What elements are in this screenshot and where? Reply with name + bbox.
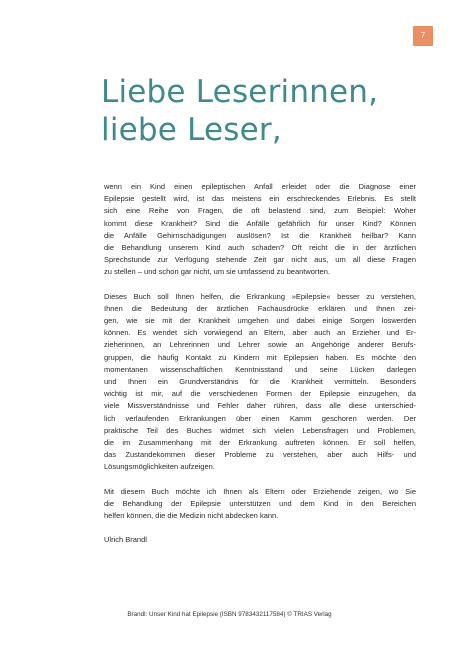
text-line: Ihnen die Bedeutung der ärztlichen Fachausdrücke erklären und Ihnen zei- (104, 303, 416, 313)
text-line: Lösungsmöglichkeiten aufzeigen. (104, 462, 215, 472)
text-line: Epilepsie gestellt wird, ist das meistens ein erschreckendes Erlebnis. Es stellt (104, 194, 416, 204)
text-line: kommt diese Krankheit? Sind die Anfälle gefährlich für unser Kind? Können (104, 218, 416, 228)
text-line: wichtig ist mir, auf die verschiedenen Formen der Epilepsie einzugehen, da (104, 389, 416, 399)
paragraph-1 (104, 181, 416, 279)
text-line: lich verlaufenden Erkrankungen über einen Kamm geschoren werden. Der (104, 413, 416, 423)
text-line: das Zustandekommen dieser Probleme zu verstehen, aber auch Hilfs- und (104, 450, 416, 460)
page-number: 7 (413, 26, 433, 46)
heading-line-1: Liebe Leserinnen, (101, 74, 379, 110)
page-heading (101, 73, 378, 149)
text-line: momentanen wissenschaftlichen Kenntnisstand und seine Lücken darlegen (104, 364, 416, 374)
body-text (104, 181, 416, 546)
author-signature: Ulrich Brandl (104, 535, 147, 545)
paragraph-3 (104, 486, 416, 523)
text-line: die Behandlung unserem Kind auch schaden? Oft reicht die in der ärztlichen (104, 243, 416, 253)
text-line: und Ihnen ein Grundverständnis für die Krankheit vermitteln. Besonders (104, 377, 416, 387)
text-line: die im Zusammenhang mit der Erkrankung auftreten können. Er soll helfen, (104, 438, 416, 448)
text-line: praktische Teil des Buches widmet sich vielen Lebensfragen und Problemen, (104, 425, 416, 435)
text-line: sich eine Reihe von Fragen, die oft belastend sind, zum Beispiel: Woher (104, 206, 416, 216)
text-line: wenn ein Kind einen epileptischen Anfall erleidet oder die Diagnose einer (104, 182, 416, 191)
text-line: viele Missverständnisse und Fehler daher rühren, dass alle diese unterschied- (104, 401, 416, 411)
text-line: zu stellen – und schon gar nicht, um sie umfassend zu beantworten. (104, 267, 330, 277)
footer-copyright: Brandl: Unser Kind hat Epilepsie (ISBN 9783432117584) © TRIAS Verlag (127, 611, 332, 618)
heading-line-2: liebe Leser, (101, 112, 282, 148)
text-line: Sprechstunde zur Verfügung stehende Zeit gar nicht aus, um all diese Fragen (104, 255, 416, 265)
text-line: die Anfälle Gehirnschädigungen auslösen? Ist die Krankheit heilbar? Kann (104, 230, 416, 240)
paragraph-2 (104, 291, 416, 474)
text-line: zieherinnen, an Lehrerinnen und Lehrer sowie an Angehörige anderer Berufs- (104, 340, 416, 350)
text-line: Dieses Buch soll Ihnen helfen, die Erkrankung »Epilepsie« besser zu verstehen, (104, 291, 416, 301)
text-line: gruppen, die häufig Kontakt zu Kindern mit Epilepsien haben. Es möchte den (104, 352, 416, 362)
text-line: gen, wie sie mit der Krankheit umgehen und dabei einige Sorgen loswerden (104, 316, 416, 326)
text-line: helfen können, die die Medizin nicht abdecken kann. (104, 511, 279, 521)
text-line: die Behandlung der Epilepsie unterstützen und dem Kind in den Bereichen (104, 498, 416, 508)
text-line: können. Es wendet sich vorwiegend an Eltern, aber auch an Erzieher und Er- (104, 328, 416, 338)
text-line: Mit diesem Buch möchte ich Ihnen als Eltern oder Erziehende zeigen, wo Sie (104, 486, 416, 496)
